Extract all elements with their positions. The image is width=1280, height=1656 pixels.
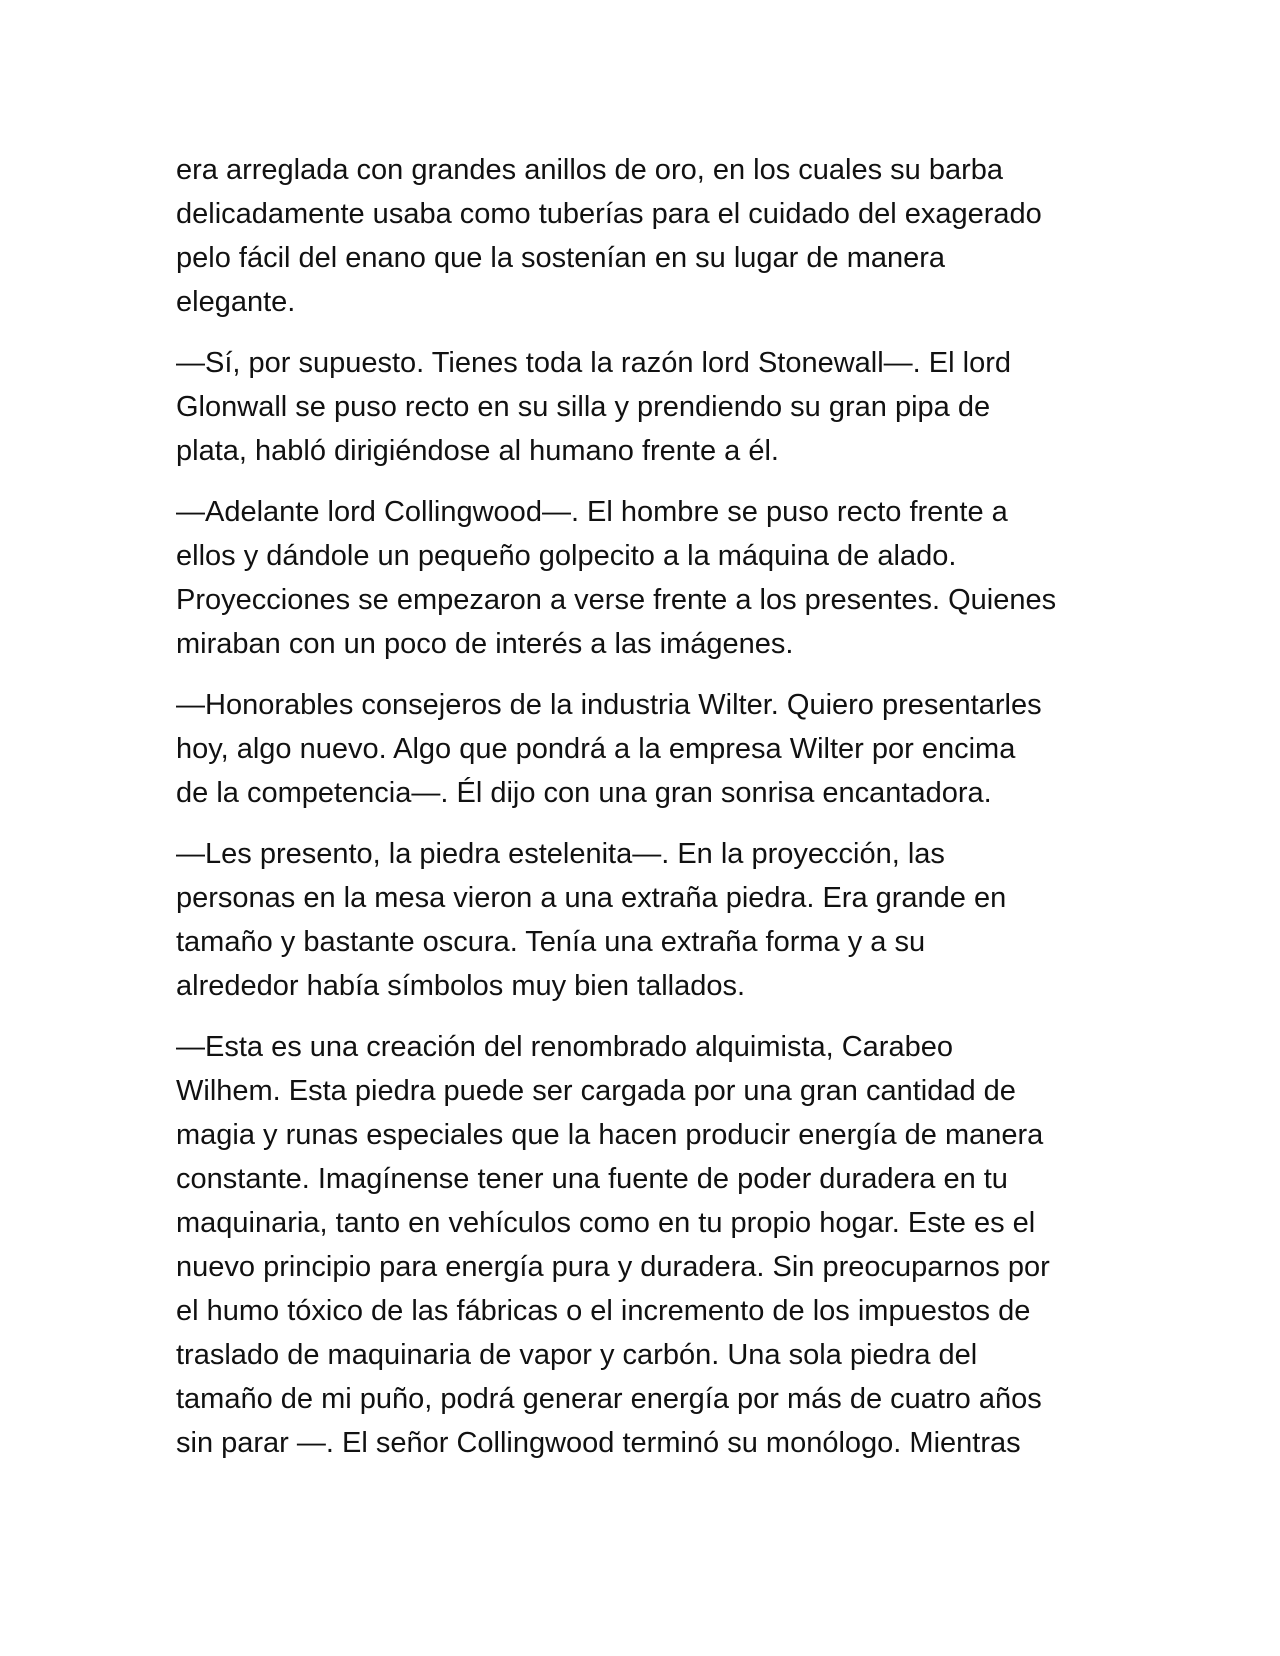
text-line: Glonwall se puso recto en su silla y prendiendo su gran pipa de — [176, 391, 991, 423]
text-line: miraban con un poco de interés a las imágenes. — [176, 628, 794, 660]
text-line: ellos y dándole un pequeño golpecito a la máquina de alado. — [176, 540, 957, 572]
paragraph-1 — [176, 148, 1116, 324]
document-body — [176, 148, 1116, 1482]
text-line: —Esta es una creación del renombrado alquimista, Carabeo — [176, 1031, 953, 1063]
text-line: tamaño y bastante oscura. Tenía una extraña forma y a su — [176, 926, 926, 958]
text-line: elegante. — [176, 286, 296, 318]
text-line: nuevo principio para energía pura y duradera. Sin preocuparnos por — [176, 1251, 1050, 1283]
text-line: —Adelante lord Collingwood—. El hombre se puso recto frente a — [176, 496, 1008, 528]
paragraph-3 — [176, 490, 1116, 666]
text-line: maquinaria, tanto en vehículos como en tu propio hogar. Este es el — [176, 1207, 1036, 1239]
text-line: sin parar —. El señor Collingwood terminó su monólogo. Mientras — [176, 1427, 1021, 1459]
text-line: alrededor había símbolos muy bien tallados. — [176, 970, 746, 1002]
text-line: Proyecciones se empezaron a verse frente a los presentes. Quienes — [176, 584, 1057, 616]
text-line: constante. Imagínense tener una fuente de poder duradera en tu — [176, 1163, 1008, 1195]
text-line: Wilhem. Esta piedra puede ser cargada por una gran cantidad de — [176, 1075, 1016, 1107]
paragraph-4 — [176, 683, 1116, 815]
text-line: pelo fácil del enano que la sostenían en su lugar de manera — [176, 242, 946, 274]
text-line: —Honorables consejeros de la industria Wilter. Quiero presentarles — [176, 689, 1042, 721]
text-line: hoy, algo nuevo. Algo que pondrá a la empresa Wilter por encima — [176, 733, 1016, 765]
text-line: —Les presento, la piedra estelenita—. En la proyección, las — [176, 838, 945, 870]
paragraph-5 — [176, 832, 1116, 1008]
text-line: plata, habló dirigiéndose al humano frente a él. — [176, 435, 779, 467]
text-line: de la competencia—. Él dijo con una gran sonrisa encantadora. — [176, 777, 992, 809]
text-line: traslado de maquinaria de vapor y carbón. Una sola piedra del — [176, 1339, 978, 1371]
text-line: —Sí, por supuesto. Tienes toda la razón lord Stonewall—. El lord — [176, 347, 1011, 379]
paragraph-2 — [176, 341, 1116, 473]
text-line: personas en la mesa vieron a una extraña piedra. Era grande en — [176, 882, 1007, 914]
paragraph-6 — [176, 1025, 1116, 1465]
text-line: delicadamente usaba como tuberías para el cuidado del exagerado — [176, 198, 1042, 230]
text-line: magia y runas especiales que la hacen producir energía de manera — [176, 1119, 1044, 1151]
text-line: tamaño de mi puño, podrá generar energía por más de cuatro años — [176, 1383, 1042, 1415]
text-line: era arreglada con grandes anillos de oro, en los cuales su barba — [176, 154, 1004, 186]
text-line: el humo tóxico de las fábricas o el incremento de los impuestos de — [176, 1295, 1031, 1327]
